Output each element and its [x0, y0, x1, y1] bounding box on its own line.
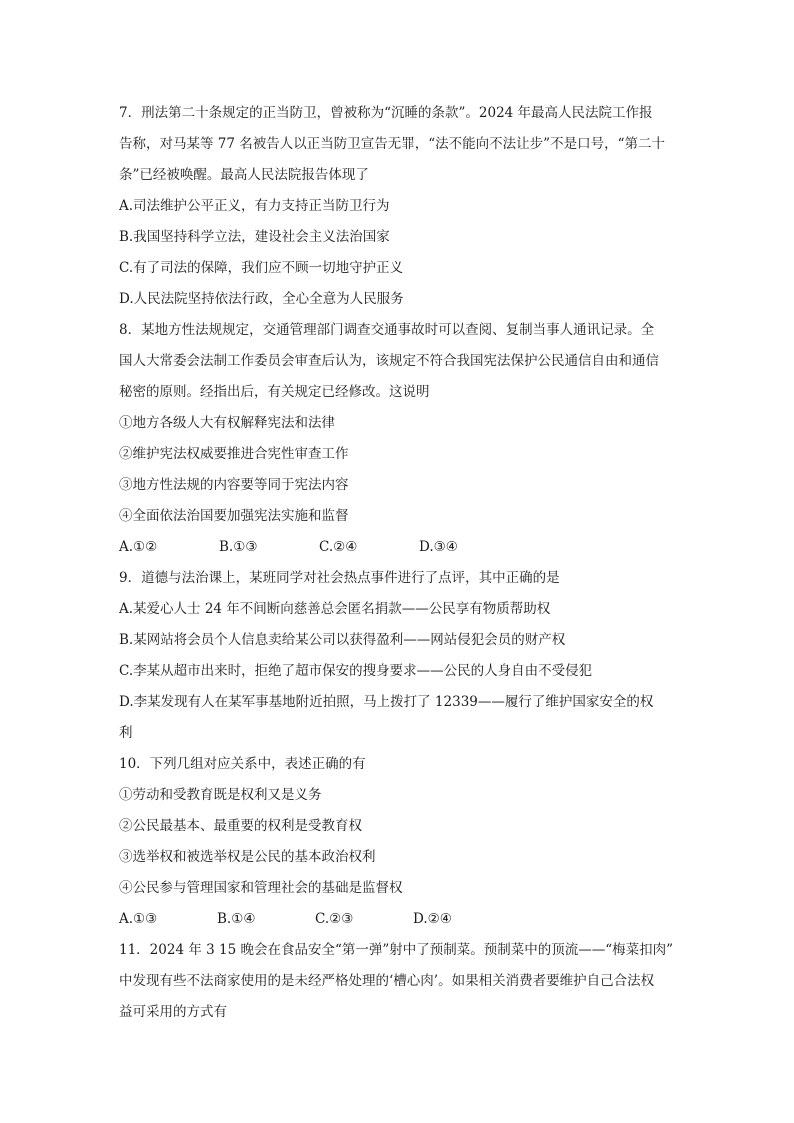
question-8-choices [119, 532, 679, 563]
question-8-choice-a: A.①② [119, 539, 158, 555]
question-8 [119, 315, 679, 563]
question-list [119, 98, 679, 1028]
question-9-option-a: A.某爱心人士 24 年不间断向慈善总会匿名捐款——公民享有物质帮助权 [119, 601, 551, 617]
question-8-statement-4: ④全面依法治国要加强宪法实施和监督 [119, 508, 349, 524]
question-9-option-b: B.某网站将会员个人信息卖给某公司以获得盈利——网站侵犯会员的财产权 [119, 632, 566, 648]
question-9-stem-line-1: 9．道德与法治课上，某班同学对社会热点事件进行了点评，其中正确的是 [119, 570, 560, 586]
question-8-statement-3: ③地方性法规的内容要等同于宪法内容 [119, 477, 349, 493]
question-10-statement-4: ④公民参与管理国家和管理社会的基础是监督权 [119, 880, 403, 896]
question-7-stem-line-1: 7．刑法第二十条规定的正当防卫，曾被称为“沉睡的条款”。2024 年最高人民法院工作报 [119, 105, 653, 121]
question-8-choice-d: D.③④ [419, 539, 458, 555]
question-8-statement-2: ②维护宪法权威要推进合宪性审查工作 [119, 446, 349, 462]
question-8-stem-line-2: 国人大常委会法制工作委员会审查后认为，该规定不符合我国宪法保护公民通信自由和通信 [119, 353, 659, 369]
question-8-choice-b: B.①③ [219, 539, 258, 555]
question-8-stem-line-3: 秘密的原则。经指出后，有关规定已经修改。这说明 [119, 384, 430, 400]
question-9-option-d: D.李某发现有人在某军事基地附近拍照，马上拨打了 12339——履行了维护国家安全的权 [119, 694, 654, 710]
question-10-statement-1: ①劳动和受教育既是权利又是义务 [119, 787, 322, 803]
question-10-stem-line-1: 10．下列几组对应关系中，表述正确的有 [119, 756, 366, 772]
question-7-option-c: C.有了司法的保障，我们应不顾一切地守护正义 [119, 260, 404, 276]
question-10-choice-b: B.①④ [217, 911, 256, 927]
question-10 [119, 749, 679, 935]
question-7-stem-line-3: 条”已经被唤醒。最高人民法院报告体现了 [119, 167, 369, 183]
question-7-option-a: A.司法维护公平正义，有力支持正当防卫行为 [119, 198, 390, 214]
question-8-stem-line-1: 8．某地方性法规规定，交通管理部门调查交通事故时可以查阅、复制当事人通讯记录。全 [119, 322, 655, 338]
question-7-option-d: D.人民法院坚持依法行政，全心全意为人民服务 [119, 291, 404, 307]
question-10-choices [119, 904, 679, 935]
question-7 [119, 98, 679, 315]
question-10-statement-3: ③选举权和被选举权是公民的基本政治权利 [119, 849, 376, 865]
question-10-choice-d: D.②④ [413, 911, 452, 927]
question-11 [119, 935, 679, 1028]
question-10-statement-2: ②公民最基本、最重要的权利是受教育权 [119, 818, 362, 834]
question-9-option-c: C.李某从超市出来时，拒绝了超市保安的搜身要求——公民的人身自由不受侵犯 [119, 663, 593, 679]
question-10-choice-a: A.①③ [119, 911, 158, 927]
question-7-option-b: B.我国坚持科学立法，建设社会主义法治国家 [119, 229, 390, 245]
question-8-choice-c: C.②④ [319, 539, 358, 555]
question-10-choice-c: C.②③ [315, 911, 354, 927]
question-8-statement-1: ①地方各级人大有权解释宪法和法律 [119, 415, 335, 431]
question-9 [119, 563, 679, 749]
question-9-option-d-continued: 利 [119, 725, 133, 741]
question-11-stem-line-2: 中发现有些不法商家使用的是未经严格处理的‘槽心肉’。如果相关消费者要维护自己合法权 [119, 973, 655, 989]
question-11-stem-line-1: 11．2024 年 3 15 晚会在食品安全“第一弹”射中了预制菜。预制菜中的顶流——“梅菜扣肉” [119, 942, 674, 958]
question-11-stem-line-3: 益可采用的方式有 [119, 1004, 227, 1020]
question-7-stem-line-2: 告称，对马某等 77 名被告人以正当防卫宣告无罪，“法不能向不法让步”不是口号，“第二十 [119, 136, 665, 152]
